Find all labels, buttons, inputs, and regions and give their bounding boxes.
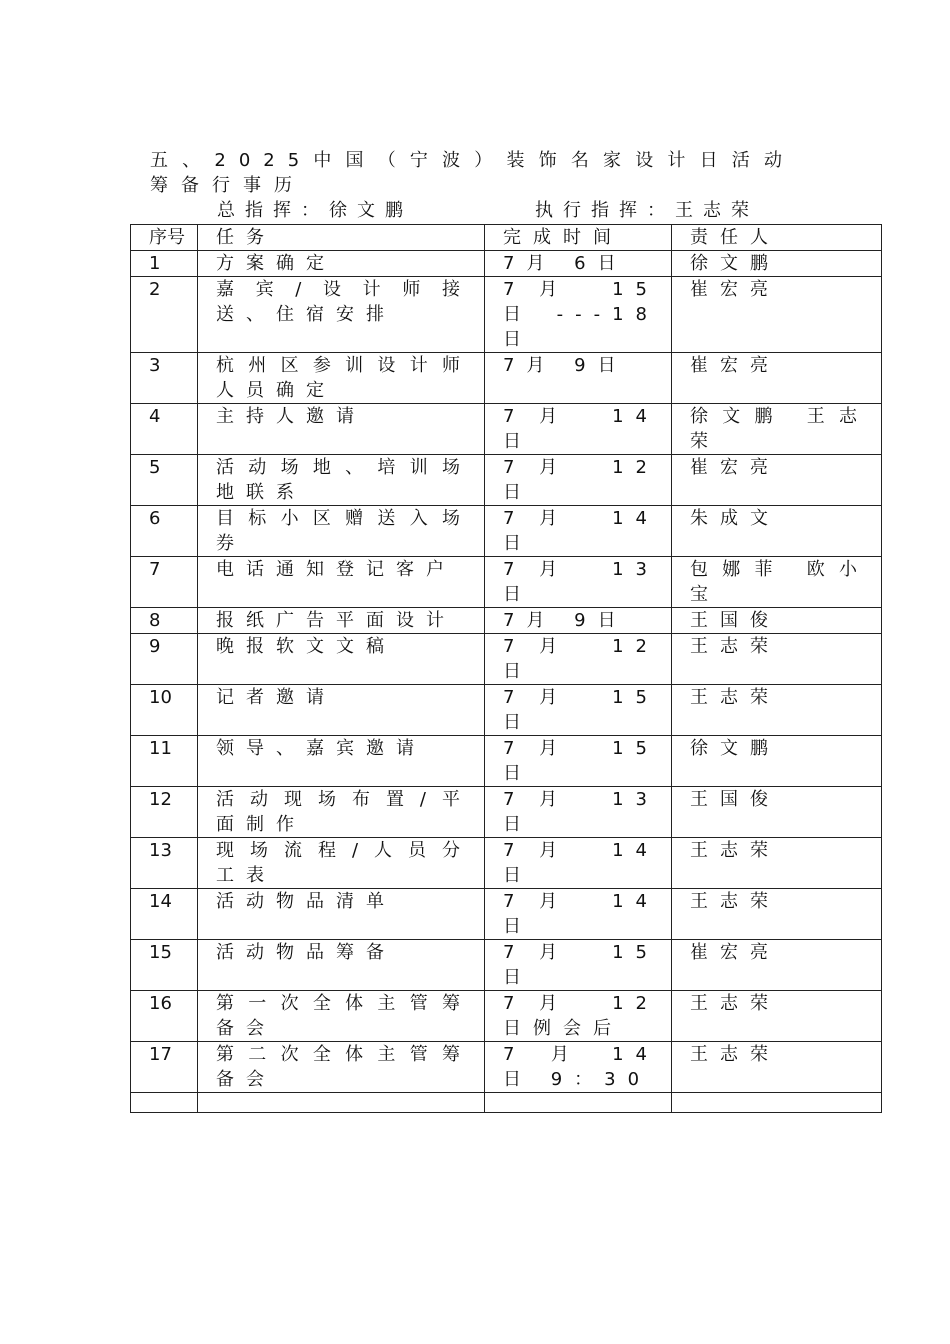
- cell-owner: 王国俊: [672, 608, 882, 634]
- cell-no: 4: [131, 404, 198, 455]
- table-header-row: [131, 225, 882, 251]
- cell-no: 17: [131, 1042, 198, 1093]
- cell-owner: 崔宏亮: [672, 277, 882, 353]
- table-row: [131, 353, 882, 404]
- cell-date: 7月 15 日: [485, 736, 672, 787]
- cell-task: 目标小区赠送入场券: [198, 506, 485, 557]
- cell-date: 7月 14 日: [485, 506, 672, 557]
- cell-task: 活动场地、培训场地联系: [198, 455, 485, 506]
- table-row: [131, 1042, 882, 1093]
- cell-no: 14: [131, 889, 198, 940]
- cell-owner: 王志荣: [672, 889, 882, 940]
- cell-task: 记者邀请: [198, 685, 485, 736]
- cell-date: 7月 9日: [485, 608, 672, 634]
- cell-task: 第一次全体主管筹备会: [198, 991, 485, 1042]
- cell-task: 第二次全体主管筹备会: [198, 1042, 485, 1093]
- cell-date: 7月 6日: [485, 251, 672, 277]
- cell-date: 7月 9日: [485, 353, 672, 404]
- table-row: [131, 404, 882, 455]
- cell-no: 1: [131, 251, 198, 277]
- cell-date: 7月 15 日 ---18日: [485, 277, 672, 353]
- cell-date: 7 月 14 日 9：30: [485, 1042, 672, 1093]
- cell-task: 嘉宾/设计师接送、住宿安排: [198, 277, 485, 353]
- cell-task: 主持人邀请: [198, 404, 485, 455]
- table-row: [131, 889, 882, 940]
- header-no: 序号: [131, 225, 198, 251]
- document-title: 五、2025中国（宁波）装饰名家设计日活动筹备行事历: [150, 150, 795, 196]
- cell-no: 9: [131, 634, 198, 685]
- cell-date: 7月 12 日: [485, 634, 672, 685]
- table-row: [131, 787, 882, 838]
- table-row: [131, 991, 882, 1042]
- cell-date: 7月 13 日: [485, 557, 672, 608]
- cell-owner: 崔宏亮: [672, 353, 882, 404]
- cell-task: 报纸广告平面设计: [198, 608, 485, 634]
- cell-date: 7月 14 日: [485, 889, 672, 940]
- table-row: [131, 736, 882, 787]
- empty-cell: [672, 1093, 882, 1113]
- cell-owner: 王志荣: [672, 634, 882, 685]
- cell-owner: 朱成文: [672, 506, 882, 557]
- cell-task: 现场流程/人员分工表: [198, 838, 485, 889]
- table-row: [131, 506, 882, 557]
- cell-task: 活动物品筹备: [198, 940, 485, 991]
- cell-owner: 王志荣: [672, 838, 882, 889]
- cell-owner: 王志荣: [672, 685, 882, 736]
- cell-task: 活动现场布置/平面制作: [198, 787, 485, 838]
- cell-date: 7月 14 日: [485, 838, 672, 889]
- table-row: [131, 685, 882, 736]
- cell-task: 杭州区参训设计师人员确定: [198, 353, 485, 404]
- cell-owner: 王志荣: [672, 1042, 882, 1093]
- cell-no: 15: [131, 940, 198, 991]
- cell-no: 5: [131, 455, 198, 506]
- table-row: [131, 251, 882, 277]
- table-row: [131, 455, 882, 506]
- cell-owner: 崔宏亮: [672, 940, 882, 991]
- cell-no: 16: [131, 991, 198, 1042]
- header-task: 任务: [198, 225, 485, 251]
- empty-row: [131, 1093, 882, 1113]
- table-row: [131, 608, 882, 634]
- table-row: [131, 838, 882, 889]
- cell-no: 13: [131, 838, 198, 889]
- cell-date: 7月 15 日: [485, 685, 672, 736]
- cell-no: 6: [131, 506, 198, 557]
- cell-no: 8: [131, 608, 198, 634]
- cell-task: 领导、嘉宾邀请: [198, 736, 485, 787]
- header-date: 完成时间: [485, 225, 672, 251]
- cell-date: 7月 15 日: [485, 940, 672, 991]
- empty-cell: [131, 1093, 198, 1113]
- cell-no: 3: [131, 353, 198, 404]
- empty-cell: [198, 1093, 485, 1113]
- table-row: [131, 940, 882, 991]
- cell-owner: 包娜菲 欧小宝: [672, 557, 882, 608]
- header-owner: 责任人: [672, 225, 882, 251]
- cell-owner: 徐文鹏 王志荣: [672, 404, 882, 455]
- table-row: [131, 557, 882, 608]
- cell-no: 12: [131, 787, 198, 838]
- cell-task: 活动物品清单: [198, 889, 485, 940]
- cell-owner: 王国俊: [672, 787, 882, 838]
- cell-owner: 崔宏亮: [672, 455, 882, 506]
- cell-task: 方案确定: [198, 251, 485, 277]
- cell-no: 7: [131, 557, 198, 608]
- cell-no: 11: [131, 736, 198, 787]
- cell-owner: 徐文鹏: [672, 251, 882, 277]
- cell-date: 7月 14 日: [485, 404, 672, 455]
- cell-owner: 王志荣: [672, 991, 882, 1042]
- cell-task: 电话通知登记客户: [198, 557, 485, 608]
- schedule-table: [130, 224, 882, 1113]
- cell-date: 7月 12 日例会后: [485, 991, 672, 1042]
- cell-date: 7月 13 日: [485, 787, 672, 838]
- empty-cell: [485, 1093, 672, 1113]
- cell-owner: 徐文鹏: [672, 736, 882, 787]
- cell-no: 10: [131, 685, 198, 736]
- cell-no: 2: [131, 277, 198, 353]
- cell-task: 晚报软文文稿: [198, 634, 485, 685]
- executive-commander-label: 执行指挥：王志荣: [535, 200, 759, 221]
- table-row: [131, 277, 882, 353]
- table-row: [131, 634, 882, 685]
- commander-label: 总指挥：徐文鹏: [217, 200, 413, 221]
- cell-date: 7月 12 日: [485, 455, 672, 506]
